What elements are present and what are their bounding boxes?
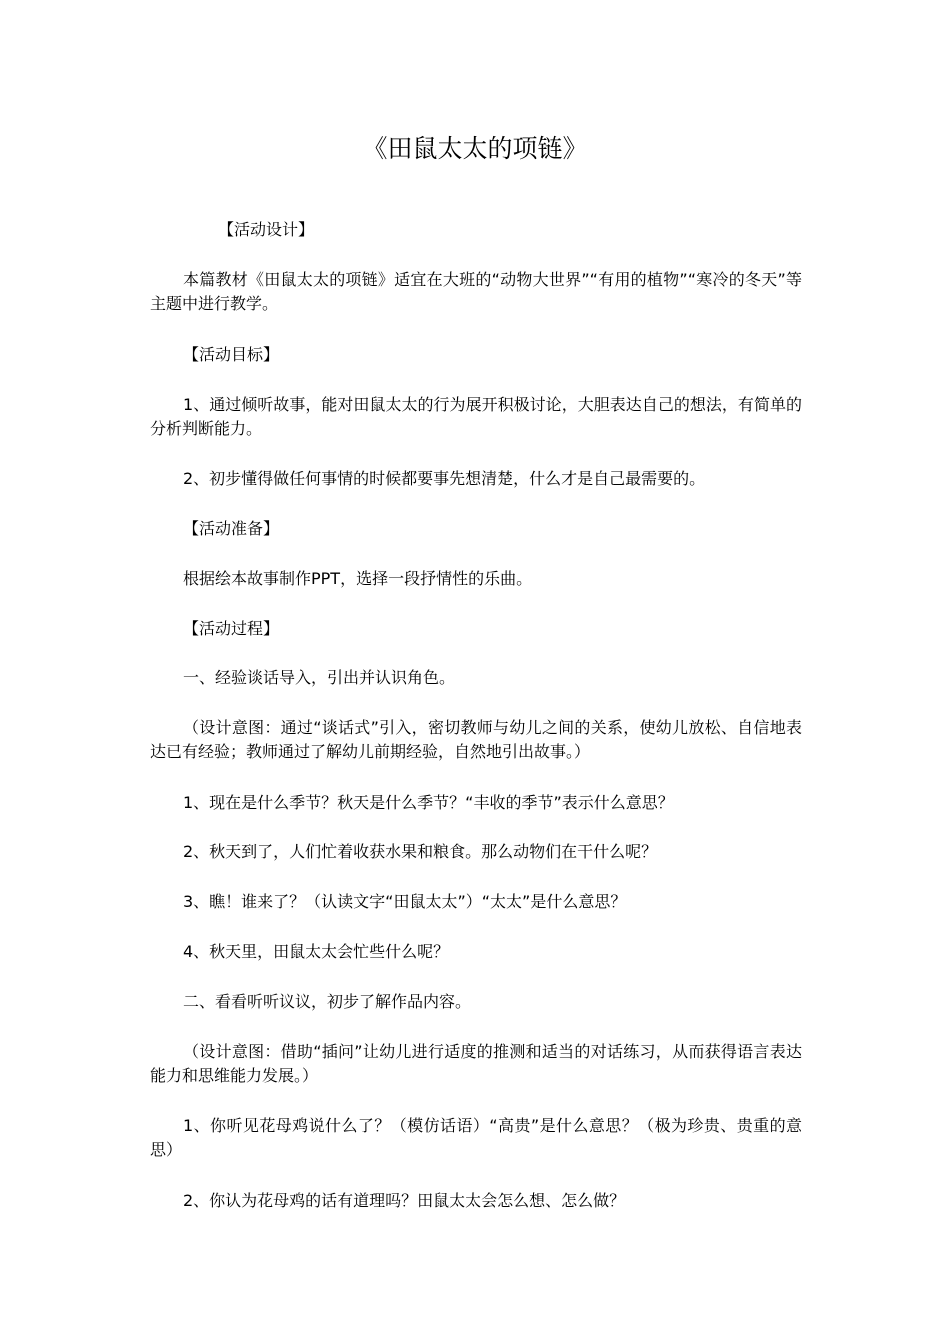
section-heading-goals: 【活动目标】 xyxy=(183,345,280,364)
paragraph-design-intent-1: （设计意图：通过“谈话式”引入，密切教师与幼儿之间的关系，使幼儿放松、自信地表达已有经验；教师通过了解幼儿前期经验，自然地引出故事。） xyxy=(150,718,802,761)
section-heading-process: 【活动过程】 xyxy=(183,619,280,638)
paragraph-design-intent-2: （设计意图：借助“插问”让幼儿进行适度的推测和适当的对话练习，从而获得语言表达能力和思维能力发展。） xyxy=(150,1042,802,1085)
paragraph-prep: 根据绘本故事制作PPT，选择一段抒情性的乐曲。 xyxy=(183,569,533,588)
paragraph-question-2: 2、秋天到了，人们忙着收获水果和粮食。那么动物们在干什么呢？ xyxy=(183,842,658,861)
section-heading-prep: 【活动准备】 xyxy=(183,519,280,538)
paragraph-intro: 本篇教材《田鼠太太的项链》适宜在大班的“动物大世界”“有用的植物”“寒冷的冬天”等主题中进行教学。 xyxy=(150,270,802,313)
paragraph-question-5: 1、你听见花母鸡说什么了？（模仿话语）“高贵”是什么意思？（极为珍贵、贵重的意思） xyxy=(150,1116,802,1159)
paragraph-question-6: 2、你认为花母鸡的话有道理吗？田鼠太太会怎么想、怎么做？ xyxy=(183,1191,626,1210)
paragraph-step-2: 二、看看听听议议，初步了解作品内容。 xyxy=(183,992,472,1011)
paragraph-question-4: 4、秋天里，田鼠太太会忙些什么呢？ xyxy=(183,942,450,961)
section-heading-design: 【活动设计】 xyxy=(218,220,315,239)
document-title: 《田鼠太太的项链》 xyxy=(362,134,588,163)
paragraph-goal-1: 1、通过倾听故事，能对田鼠太太的行为展开积极讨论，大胆表达自己的想法，有简单的分析判断能力。 xyxy=(150,395,802,438)
paragraph-goal-2: 2、初步懂得做任何事情的时候都要事先想清楚，什么才是自己最需要的。 xyxy=(183,469,706,488)
paragraph-question-3: 3、瞧！谁来了？（认读文字“田鼠太太”）“太太”是什么意思？ xyxy=(183,892,627,911)
paragraph-step-1: 一、经验谈话导入，引出并认识角色。 xyxy=(183,668,456,687)
paragraph-question-1: 1、现在是什么季节？秋天是什么季节？“丰收的季节”表示什么意思？ xyxy=(183,793,674,812)
